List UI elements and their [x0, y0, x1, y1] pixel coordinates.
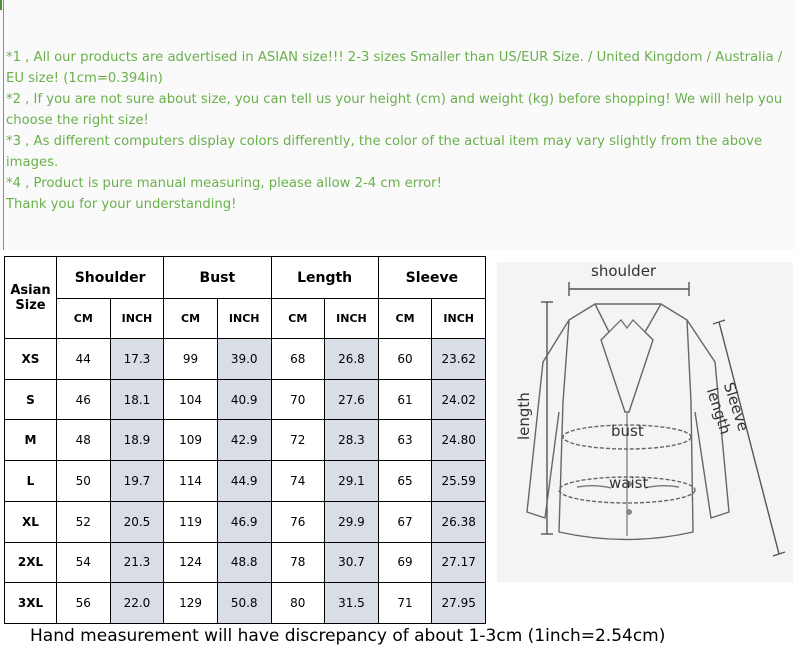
unit-inch: INCH	[217, 299, 271, 339]
table-cell: 25.59	[432, 461, 486, 502]
table-cell: 67	[378, 501, 432, 542]
table-cell: 26.8	[325, 339, 379, 380]
table-cell: 54	[57, 542, 111, 583]
table-cell: 23.62	[432, 339, 486, 380]
length-label: length	[515, 392, 533, 440]
table-cell: 20.5	[110, 501, 164, 542]
size-label: S	[5, 379, 57, 420]
corner-header: Asian Size	[5, 257, 57, 339]
table-cell: 46.9	[217, 501, 271, 542]
table-cell: 69	[378, 542, 432, 583]
table-cell: 80	[271, 583, 325, 624]
shoulder-label: shoulder	[591, 262, 657, 280]
table-cell: 70	[271, 379, 325, 420]
unit-inch: INCH	[432, 299, 486, 339]
table-cell: 50.8	[217, 583, 271, 624]
note-2: *2 , If you are not sure about size, you can tell us your height (cm) and weight (kg) before shopping! We will help you choose the right size!	[6, 92, 783, 128]
table-cell: 26.38	[432, 501, 486, 542]
table-cell: 114	[164, 461, 218, 502]
table-cell: 65	[378, 461, 432, 502]
table-cell: 44	[57, 339, 111, 380]
table-row	[5, 339, 486, 380]
table-row	[5, 379, 486, 420]
unit-cm: CM	[378, 299, 432, 339]
table-cell: 71	[378, 583, 432, 624]
table-cell: 27.95	[432, 583, 486, 624]
size-label: XL	[5, 501, 57, 542]
table-cell: 68	[271, 339, 325, 380]
table-cell: 63	[378, 420, 432, 461]
note-thanks: Thank you for your understanding!	[6, 197, 237, 212]
table-cell: 24.80	[432, 420, 486, 461]
table-cell: 22.0	[110, 583, 164, 624]
jacket-collar	[609, 320, 645, 332]
table-cell: 74	[271, 461, 325, 502]
jacket-right-pocket	[645, 486, 679, 488]
table-cell: 39.0	[217, 339, 271, 380]
unit-cm: CM	[164, 299, 218, 339]
table-cell: 72	[271, 420, 325, 461]
size-chart-table	[4, 256, 486, 624]
table-row	[5, 501, 486, 542]
table-cell: 52	[57, 501, 111, 542]
table-cell: 99	[164, 339, 218, 380]
jacket-measure-diagram	[497, 262, 793, 582]
table-group-header-row	[5, 257, 486, 299]
unit-cm: CM	[57, 299, 111, 339]
table-cell: 46	[57, 379, 111, 420]
size-notes-panel	[0, 0, 796, 250]
table-cell: 27.6	[325, 379, 379, 420]
table-cell: 61	[378, 379, 432, 420]
table-cell: 30.7	[325, 542, 379, 583]
table-row	[5, 542, 486, 583]
table-cell: 28.3	[325, 420, 379, 461]
sleeve-header: Sleeve	[378, 257, 485, 299]
table-cell: 56	[57, 583, 111, 624]
bust-label: bust	[611, 422, 644, 440]
table-cell: 44.9	[217, 461, 271, 502]
size-label: 3XL	[5, 583, 57, 624]
table-row	[5, 461, 486, 502]
size-label: XS	[5, 339, 57, 380]
table-cell: 104	[164, 379, 218, 420]
table-cell: 18.9	[110, 420, 164, 461]
table-row	[5, 583, 486, 624]
table-cell: 50	[57, 461, 111, 502]
left-rule	[3, 0, 4, 250]
table-cell: 40.9	[217, 379, 271, 420]
size-label: 2XL	[5, 542, 57, 583]
table-cell: 27.17	[432, 542, 486, 583]
table-cell: 119	[164, 501, 218, 542]
table-cell: 29.9	[325, 501, 379, 542]
note-3: *3 , As different computers display colors differently, the color of the actual item may vary slightly from the above images.	[6, 134, 763, 170]
unit-inch: INCH	[110, 299, 164, 339]
unit-inch: INCH	[325, 299, 379, 339]
table-cell: 48.8	[217, 542, 271, 583]
note-1: *1 , All our products are advertised in ASIAN size!!! 2-3 sizes Smaller than US/EUR Size. / United Kingdom / Australia / EU size! (1cm=0.394in)	[6, 50, 783, 86]
table-cell: 18.1	[110, 379, 164, 420]
table-cell: 129	[164, 583, 218, 624]
table-cell: 78	[271, 542, 325, 583]
table-cell: 21.3	[110, 542, 164, 583]
table-cell: 109	[164, 420, 218, 461]
length-header: Length	[271, 257, 378, 299]
table-cell: 42.9	[217, 420, 271, 461]
table-cell: 29.1	[325, 461, 379, 502]
table-cell: 17.3	[110, 339, 164, 380]
table-cell: 76	[271, 501, 325, 542]
jacket-lapels	[595, 304, 661, 412]
jacket-left-pocket	[577, 486, 611, 488]
sleeve-length-label: Sleeve length	[702, 380, 753, 437]
size-rows	[5, 339, 486, 624]
table-cell: 19.7	[110, 461, 164, 502]
jacket-button-bottom	[626, 509, 632, 515]
waist-label: waist	[609, 474, 649, 492]
notes-text	[6, 47, 794, 215]
note-4: *4 , Product is pure manual measuring, please allow 2-4 cm error!	[6, 176, 442, 191]
table-cell: 24.02	[432, 379, 486, 420]
bust-header: Bust	[164, 257, 271, 299]
shoulder-header: Shoulder	[57, 257, 164, 299]
size-label: L	[5, 461, 57, 502]
table-unit-row	[5, 299, 486, 339]
measurement-disclaimer: Hand measurement will have discrepancy of about 1-3cm (1inch=2.54cm)	[30, 626, 666, 646]
size-label: M	[5, 420, 57, 461]
table-cell: 60	[378, 339, 432, 380]
unit-cm: CM	[271, 299, 325, 339]
table-cell: 124	[164, 542, 218, 583]
table-cell: 48	[57, 420, 111, 461]
table-row	[5, 420, 486, 461]
table-cell: 31.5	[325, 583, 379, 624]
